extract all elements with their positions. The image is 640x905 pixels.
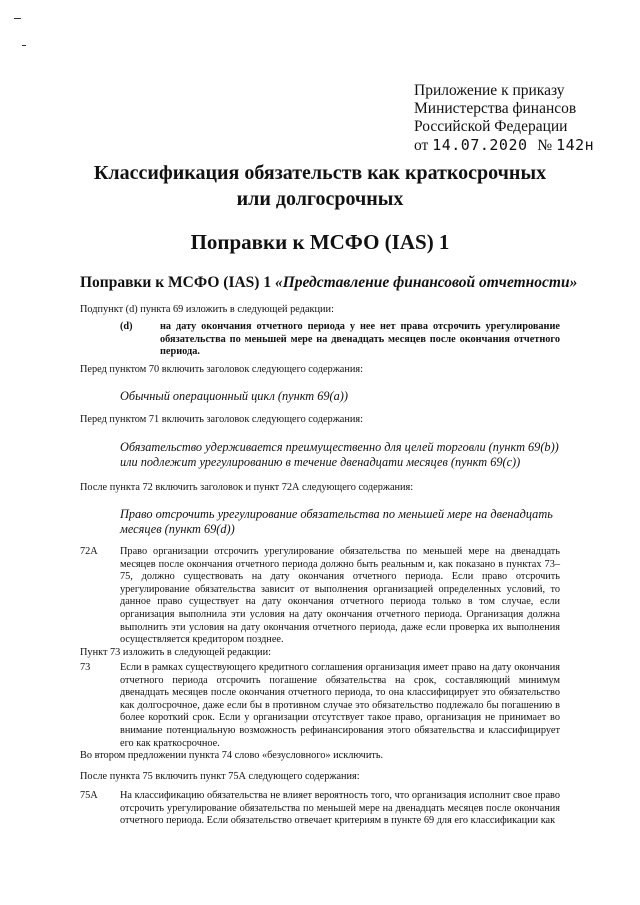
item-label: (d) xyxy=(120,321,133,332)
title-line: Классификация обязательств как краткосрочных xyxy=(93,162,547,184)
appendix-line: Российской Федерации xyxy=(414,118,568,135)
inserted-heading: Обязательство удерживается преимущественно для целей торговли (пункт 69(b)) или подлежит урегулированию в течение двенадцати месяцев (пункт 69(c)) xyxy=(120,440,559,469)
instruction-paragraph: Пункт 73 изложить в следующей редакции: xyxy=(80,647,271,658)
paragraph-text: Если в рамках существующего кредитного соглашения организация имеет право на дату окончания отчетного периода отсрочить погашение обязательства на срок, составляющий минимум двенадцать месяцев после окончания отчетного периода, то она классифицирует это обязательство как долгосрочное, даже если бы в противном случае это обязательство подлежало бы погашению в более короткий срок. Если у организации отсутствует такое право, организация не принимает во внимание потенциальную возможность рефинансирования этого обязательства и классифицирует его как краткосрочное. xyxy=(120,662,560,749)
document-subtitle: Поправки к МСФО (IAS) 1 xyxy=(190,230,450,254)
inserted-heading: Право отсрочить урегулирование обязательства по меньшей мере на двенадцать месяцев (пункт 69(d)) xyxy=(120,507,553,536)
document-title xyxy=(60,160,580,212)
paragraph-number: 73 xyxy=(80,662,91,673)
appendix-reference xyxy=(414,82,624,155)
paragraph-text: На классификацию обязательства не влияет вероятность того, что организация исполнит свое право отсрочить урегулирование обязательства по меньшей мере на двенадцать месяцев после окончания отчетного периода. Если обязательство отвечает критериям в пункте 69 для его классификации как xyxy=(120,790,560,827)
section-heading xyxy=(80,274,577,292)
item-text: на дату окончания отчетного периода у нее нет права отсрочить урегулирование обязательства по меньшей мере на двенадцать месяцев после окончания отчетного периода. xyxy=(160,321,560,358)
scan-mark xyxy=(22,45,26,46)
instruction-paragraph: Перед пунктом 70 включить заголовок следующего содержания: xyxy=(80,364,363,375)
inserted-heading: Обычный операционный цикл (пункт 69(a)) xyxy=(120,389,348,403)
instruction-paragraph: Перед пунктом 71 включить заголовок следующего содержания: xyxy=(80,414,363,425)
section-heading-italic: «Представление финансовой отчетности» xyxy=(274,274,578,291)
paragraph-number: 72А xyxy=(80,546,98,557)
scan-mark xyxy=(14,18,21,19)
section-heading-prefix: Поправки к МСФО (IAS) 1 xyxy=(80,274,275,291)
paragraph-text: Право организации отсрочить урегулирование обязательства по меньшей мере на двенадцать месяцев после окончания отчетного периода должно быть реальным и, как показано в пунктах 73–75, должно существовать на дату окончания отчетного периода. Если право отсрочить урегулирование обязательства зависит от выполнения организацией определенных условий, то данное право существует на дату окончания отчетного периода только в том случае, если организация выполнила эти условия на дату окончания отчетного периода. Организация должна выполнить эти условия на дату окончания отчетного периода, даже если проверка их выполнения осуществляется кредитором позднее. xyxy=(120,546,560,646)
number-label: № xyxy=(537,137,553,154)
appendix-line: Приложение к приказу xyxy=(414,82,565,99)
order-number: 142н xyxy=(556,136,595,154)
instruction-paragraph: Во втором предложении пункта 74 слово «безусловного» исключить. xyxy=(80,750,384,761)
title-line: или долгосрочных xyxy=(236,188,404,210)
order-date: 14.07.2020 xyxy=(432,136,528,154)
appendix-line: Министерства финансов xyxy=(414,100,577,117)
instruction-paragraph: Подпункт (d) пункта 69 изложить в следующей редакции: xyxy=(80,304,334,315)
instruction-paragraph: После пункта 75 включить пункт 75А следующего содержания: xyxy=(80,771,360,782)
instruction-paragraph: После пункта 72 включить заголовок и пункт 72А следующего содержания: xyxy=(80,482,414,493)
order-date-line xyxy=(414,136,624,155)
from-label: от xyxy=(414,137,429,154)
paragraph-number: 75А xyxy=(80,790,98,801)
